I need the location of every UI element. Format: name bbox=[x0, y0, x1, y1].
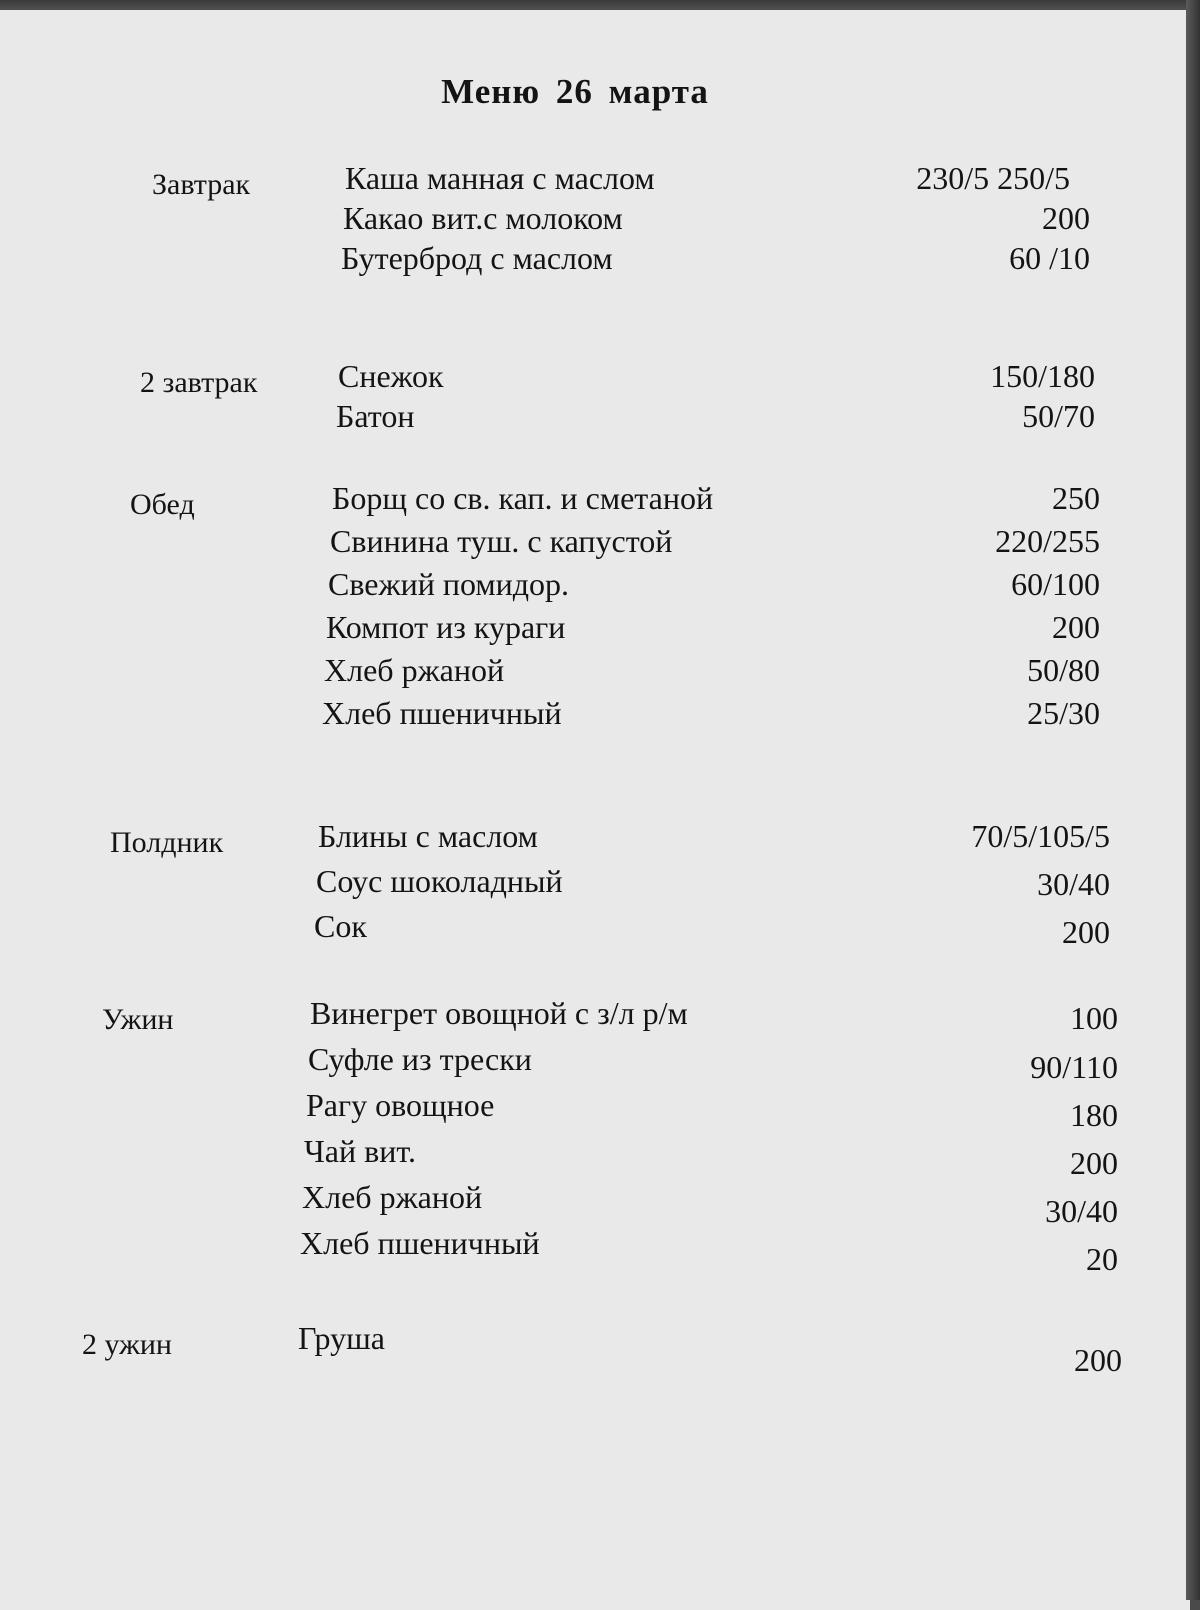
portion-size: 90/110 bbox=[1030, 1049, 1118, 1085]
menu-item-row bbox=[0, 358, 1200, 402]
dish-name: Рагу овощное bbox=[306, 1087, 495, 1123]
portion-size: 200 bbox=[1042, 200, 1090, 236]
dish-name: Хлеб ржаной bbox=[324, 652, 505, 688]
dish-name: Чай вит. bbox=[304, 1133, 416, 1169]
dish-name: Сок bbox=[314, 908, 367, 944]
meal-label: Ужин bbox=[102, 1003, 174, 1036]
menu-item-row bbox=[0, 480, 1200, 524]
menu-item-row bbox=[0, 200, 1200, 244]
dish-name: Свежий помидор. bbox=[328, 566, 569, 602]
dish-name: Груша bbox=[298, 1320, 385, 1356]
portion-size: 180 bbox=[1070, 1097, 1118, 1133]
menu-item-row bbox=[0, 995, 1200, 1039]
dish-name: Хлеб пшеничный bbox=[300, 1225, 540, 1261]
menu-item-row bbox=[0, 863, 1200, 907]
dish-name: Снежок bbox=[338, 358, 444, 394]
portion-size: 200 bbox=[1052, 609, 1100, 645]
portion-size: 70/5/105/5 bbox=[971, 818, 1110, 854]
menu-item-row bbox=[0, 566, 1200, 610]
dish-name: Хлеб пшеничный bbox=[322, 695, 562, 731]
menu-item-row bbox=[0, 1320, 1200, 1378]
meal-label: Полдник bbox=[110, 826, 224, 859]
portion-size: 30/40 bbox=[1037, 866, 1110, 902]
portion-size: 150/180 bbox=[990, 358, 1095, 394]
menu-item-row bbox=[0, 523, 1200, 567]
portion-size: 250 bbox=[1052, 480, 1100, 516]
meal-label: Обед bbox=[130, 488, 195, 521]
meal-label: Завтрак bbox=[152, 168, 251, 201]
meal-label: 2 завтрак bbox=[140, 366, 258, 399]
menu-item-row bbox=[0, 1133, 1200, 1181]
portion-size: 50/70 bbox=[1022, 398, 1095, 434]
dish-name: Борщ со св. кап. и сметаной bbox=[332, 480, 714, 516]
portion-size: 30/40 bbox=[1045, 1193, 1118, 1229]
portion-size: 200 bbox=[1074, 1342, 1122, 1378]
menu-item-row bbox=[0, 1179, 1200, 1229]
dish-name: Бутерброд с маслом bbox=[341, 240, 613, 276]
menu-sheet bbox=[0, 10, 1190, 1610]
portion-size: 25/30 bbox=[1027, 695, 1100, 731]
dish-name: Батон bbox=[336, 398, 415, 434]
portion-size: 20 bbox=[1086, 1241, 1118, 1277]
menu-item-row bbox=[0, 1225, 1200, 1277]
menu-item-row bbox=[0, 1087, 1200, 1131]
portion-size: 100 bbox=[1070, 1000, 1118, 1036]
menu-item-row bbox=[0, 908, 1200, 952]
dish-name: Свинина туш. с капустой bbox=[330, 523, 673, 559]
portion-size: 220/255 bbox=[995, 523, 1100, 559]
menu-item-row bbox=[0, 695, 1200, 739]
menu-item-row bbox=[0, 652, 1200, 696]
portion-size: 60/100 bbox=[1011, 566, 1100, 602]
portion-size: 230/5 250/5 bbox=[916, 160, 1070, 196]
portion-size: 200 bbox=[1070, 1145, 1118, 1181]
menu-item-row bbox=[0, 240, 1200, 284]
menu-item-row bbox=[0, 160, 1200, 204]
dish-name: Компот из кураги bbox=[326, 609, 566, 645]
menu-item-row bbox=[0, 609, 1200, 653]
dish-name: Каша манная с маслом bbox=[345, 160, 655, 196]
page-title: Меню 26 марта bbox=[441, 72, 709, 111]
portion-size: 50/80 bbox=[1027, 652, 1100, 688]
dish-name: Блины с маслом bbox=[318, 818, 538, 854]
dish-name: Какао вит.с молоком bbox=[343, 200, 623, 236]
menu-item-row bbox=[0, 818, 1200, 862]
portion-size: 60 /10 bbox=[1009, 240, 1090, 276]
background-right-edge bbox=[1186, 0, 1200, 1600]
dish-name: Хлеб ржаной bbox=[302, 1179, 483, 1215]
menu-item-row bbox=[0, 398, 1200, 442]
menu-item-row bbox=[0, 1041, 1200, 1085]
meal-label: 2 ужин bbox=[82, 1328, 172, 1361]
dish-name: Винегрет овощной с з/л р/м bbox=[310, 995, 688, 1031]
dish-name: Соус шоколадный bbox=[316, 863, 563, 899]
dish-name: Суфле из трески bbox=[308, 1041, 532, 1077]
portion-size: 200 bbox=[1062, 914, 1110, 950]
